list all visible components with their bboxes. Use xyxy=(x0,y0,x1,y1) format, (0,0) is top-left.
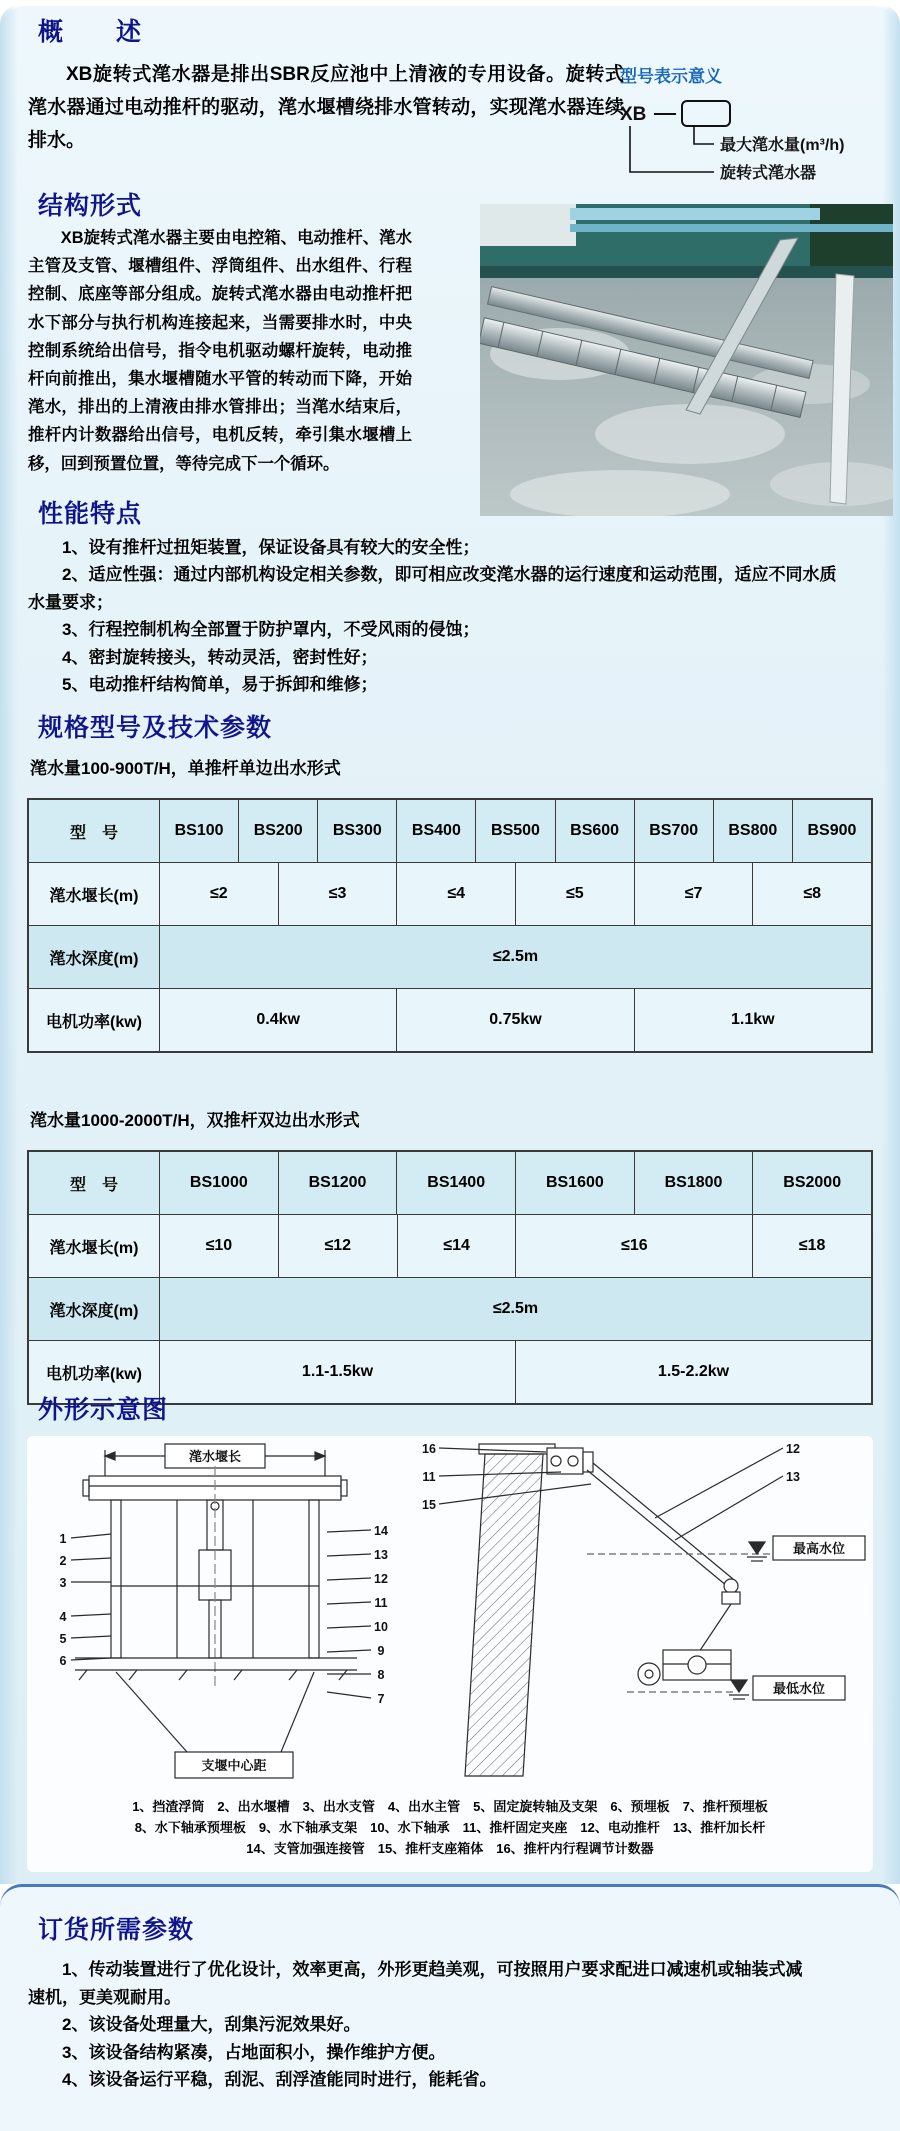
row-label: 滗水深度(m) xyxy=(49,950,139,968)
spec-table-double xyxy=(27,1150,873,1405)
structure-paragraph xyxy=(28,224,412,478)
photo-wall-edge xyxy=(480,266,893,278)
table1-caption: 滗水量100-900T/H，单推杆单边出水形式 xyxy=(30,759,341,778)
row-label: 滗水堰长(m) xyxy=(49,887,139,905)
table2-col-header: BS1000 xyxy=(159,1152,278,1214)
drawing-title: 外形示意图 xyxy=(38,1396,169,1424)
callout-number: 14 xyxy=(374,1524,388,1538)
callout-number: 3 xyxy=(59,1576,67,1590)
ordering-list xyxy=(28,1956,818,2094)
table1-col-header: BS400 xyxy=(396,800,475,862)
callout-number: 15 xyxy=(422,1498,436,1512)
table-cell: ≤5 xyxy=(515,863,634,925)
parts-line: 8、水下轴承预埋板 9、水下轴承支架 10、水下轴承 11、推杆固定夹座 12、电动推杆 13、推杆加长杆 xyxy=(134,1820,766,1835)
callout-number: 6 xyxy=(59,1654,67,1668)
table2-col-header: BS2000 xyxy=(752,1152,871,1214)
ordering-item: 3、该设备结构紧凑，占地面积小，操作维护方便。 xyxy=(62,2042,446,2062)
table1-depth-row xyxy=(29,925,871,988)
callout-number: 8 xyxy=(377,1668,385,1682)
parts-legend xyxy=(27,1796,873,1859)
feature-item: 4、密封旋转接头，转动灵活，密封性好； xyxy=(62,647,378,667)
table2-col-header: BS1200 xyxy=(278,1152,397,1214)
parts-line: 14、支管加强连接管 15、推杆支座箱体 16、推杆内行程调节计数器 xyxy=(246,1841,654,1856)
table1-header-row xyxy=(29,800,871,862)
table-cell: ≤2.5m xyxy=(159,1278,871,1340)
feature-item: 1、设有推杆过扭矩装置，保证设备具有较大的安全性； xyxy=(62,538,480,557)
table1-col-header: BS500 xyxy=(475,800,554,862)
table-cell: ≤2 xyxy=(159,863,278,925)
callout-number: 9 xyxy=(377,1644,385,1658)
max-capacity-label: 最大滗水量(m³/h) xyxy=(720,137,845,154)
table-cell: ≤16 xyxy=(515,1215,752,1277)
left-edge-shade xyxy=(0,6,18,1884)
table-cell: 1.1kw xyxy=(634,989,871,1051)
model-code: XB xyxy=(620,104,647,125)
row-label: 滗水堰长(m) xyxy=(49,1239,139,1257)
table-cell: ≤7 xyxy=(634,863,753,925)
table1-col-header: BS800 xyxy=(713,800,792,862)
table-cell: ≤4 xyxy=(396,863,515,925)
model-legend-title: 型号表示意义 xyxy=(620,67,722,86)
legend-connector-type xyxy=(630,126,714,172)
high-water-label: 最高水位 xyxy=(792,1541,846,1556)
callout-number: 16 xyxy=(422,1442,436,1456)
row-label: 电机功率(kw) xyxy=(45,1365,142,1383)
table2-header-row xyxy=(29,1152,871,1214)
callout-number: 13 xyxy=(374,1548,388,1562)
outline-diagram-panel xyxy=(27,1436,873,1872)
table1-weir-length-row xyxy=(29,862,871,925)
callout-number: 13 xyxy=(786,1470,800,1484)
table1-col-header: BS300 xyxy=(317,800,396,862)
capacity-box xyxy=(682,101,730,126)
table-cell: 1.1-1.5kw xyxy=(159,1341,515,1403)
table1-col-header: BS200 xyxy=(238,800,317,862)
callout-number: 4 xyxy=(59,1610,67,1624)
table1-col-header: BS100 xyxy=(159,800,238,862)
row-label: 滗水深度(m) xyxy=(49,1302,139,1320)
overview-paragraph xyxy=(28,58,624,157)
photo-railing xyxy=(570,208,820,220)
callout-number: 11 xyxy=(422,1470,436,1484)
overview-title: 概 述 xyxy=(38,18,143,46)
callout-number: 12 xyxy=(374,1572,388,1586)
ordering-item: 4、该设备运行平稳，刮泥、刮浮渣能同时进行，能耗省。 xyxy=(62,2070,497,2089)
overview-text: XB旋转式滗水器是排出SBR反应池中上清液的专用设备。旋转式滗水器通过电动推杆的驱动，滗水堰槽绕排水管转动，实现滗水器连续排水。 xyxy=(28,64,624,151)
outline-diagram xyxy=(27,1436,873,1792)
table-cell: ≤18 xyxy=(752,1215,871,1277)
row-label: 电机功率(kw) xyxy=(45,1013,142,1031)
features-list xyxy=(28,534,838,698)
table-cell: 0.75kw xyxy=(396,989,633,1051)
table1-col-header: 型 号 xyxy=(69,824,118,842)
table2-col-header: BS1600 xyxy=(515,1152,634,1214)
table2-col-header: BS1800 xyxy=(634,1152,753,1214)
parts-line: 1、挡渣浮筒 2、出水堰槽 3、出水支管 4、出水主管 5、固定旋转轴及支架 6、预埋板 7、推杆预埋板 xyxy=(132,1799,768,1814)
table-cell: ≤3 xyxy=(278,863,397,925)
table2-weir-length-row xyxy=(29,1214,871,1277)
feature-item: 5、电动推杆结构简单，易于拆卸和维修； xyxy=(62,675,378,695)
table-cell: ≤8 xyxy=(752,863,871,925)
ordering-item: 1、传动装置进行了优化设计，效率更高，外形更趋美观，可按照用户要求配进口减速机或轴装式减速机，更美观耐用。 xyxy=(28,1960,803,2007)
table2-depth-row xyxy=(29,1277,871,1340)
table-cell: 1.5-2.2kw xyxy=(515,1341,871,1403)
structure-text: XB旋转式滗水器主要由电控箱、电动推杆、滗水主管及支管、堰槽组件、浮筒组件、出水组件、行程控制、底座等部分组成。旋转式滗水器由电动推杆把水下部分与执行机构连接起来，当需要排水时，中央控制系统给出信号，指令电机驱动螺杆旋转，电动推杆向前推出，集水堰槽随水平管的转动而下降，开始滗水，排出的上清液由排水管排出；当滗水结束后，推杆内计数器给出信号，电机反转，牵引集水堰槽上移，回到预置位置，等待完成下一个循环。 xyxy=(28,229,412,473)
photo-pipe-rail xyxy=(570,224,893,232)
table1-col-header: BS700 xyxy=(634,800,713,862)
table-cell: ≤14 xyxy=(397,1215,516,1277)
ordering-title: 订货所需参数 xyxy=(38,1916,195,1944)
table1-col-header: BS900 xyxy=(792,800,871,862)
table1-col-header: BS600 xyxy=(555,800,634,862)
table2-col-header: BS1400 xyxy=(396,1152,515,1214)
callout-number: 7 xyxy=(377,1692,385,1706)
photo-building xyxy=(480,204,576,246)
product-photo xyxy=(480,204,893,516)
features-title: 性能特点 xyxy=(38,500,143,528)
photo-trees xyxy=(810,204,893,266)
callout-number: 2 xyxy=(59,1554,67,1568)
callout-number: 5 xyxy=(59,1632,67,1646)
callout-number: 12 xyxy=(786,1442,800,1456)
ordering-item: 2、该设备处理量大，刮集污泥效果好。 xyxy=(62,2015,361,2034)
center-distance-label: 支堰中心距 xyxy=(201,1758,267,1773)
table2-col-header: 型 号 xyxy=(69,1176,118,1194)
feature-item: 3、行程控制机构全部置于防护罩内，不受风雨的侵蚀； xyxy=(62,620,480,640)
decanter-type-label: 旋转式滗水器 xyxy=(720,165,817,182)
weir-length-label: 滗水堰长 xyxy=(188,1449,242,1464)
model-legend xyxy=(616,64,896,196)
structure-title: 结构形式 xyxy=(38,192,143,220)
specs-title: 规格型号及技术参数 xyxy=(38,714,273,742)
callout-number: 10 xyxy=(374,1620,388,1634)
callout-number: 11 xyxy=(374,1596,388,1610)
table1-power-row xyxy=(29,988,871,1051)
table-cell: ≤12 xyxy=(278,1215,397,1277)
table-cell: ≤2.5m xyxy=(159,926,871,988)
table-cell: ≤10 xyxy=(159,1215,278,1277)
spec-table-single xyxy=(27,798,873,1053)
callout-number: 1 xyxy=(59,1532,67,1546)
feature-item: 2、适应性强：通过内部机构设定相关参数，即可相应改变滗水器的运行速度和运动范围，适应不同水质水量要求； xyxy=(28,565,837,612)
legend-connector-capacity xyxy=(694,126,714,144)
table2-caption: 滗水量1000-2000T/H，双推杆双边出水形式 xyxy=(30,1111,360,1130)
low-water-label: 最低水位 xyxy=(772,1681,826,1696)
table-cell: 0.4kw xyxy=(159,989,396,1051)
